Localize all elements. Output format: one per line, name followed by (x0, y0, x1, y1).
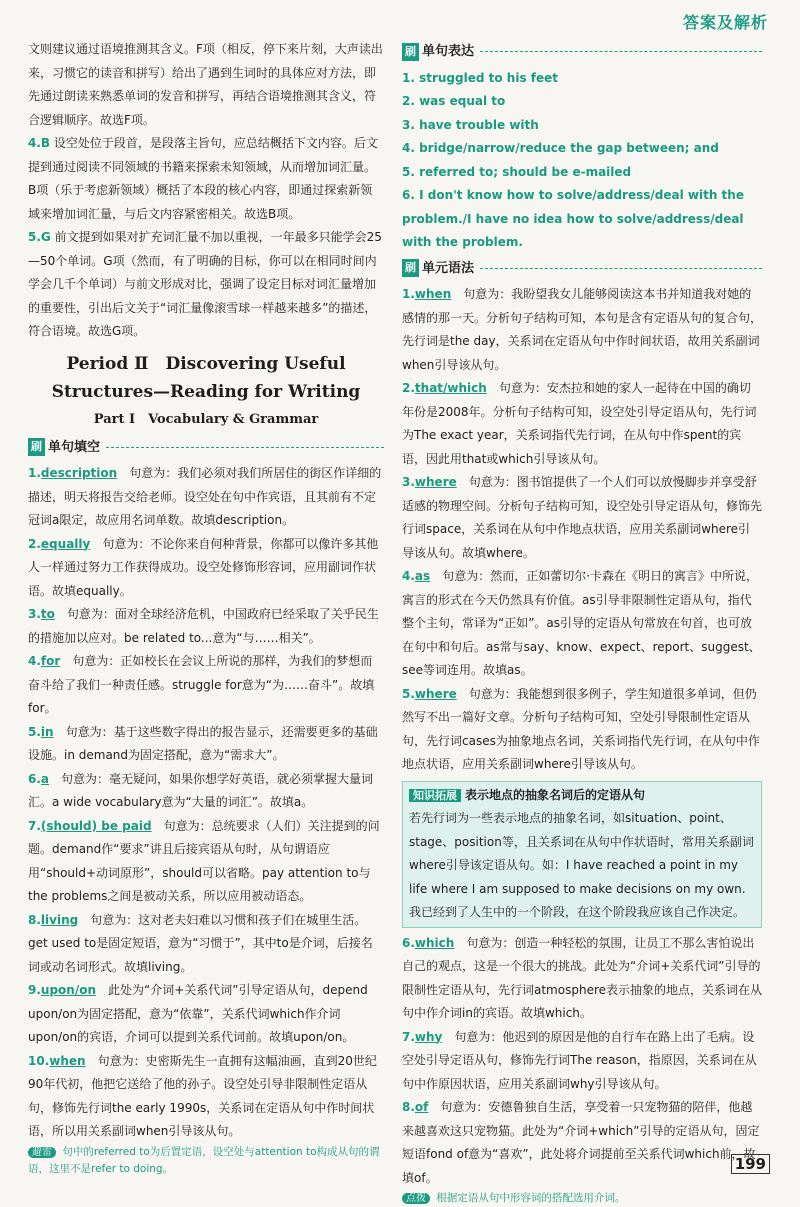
section-header-fill-blank (28, 436, 384, 460)
answer-item (402, 683, 762, 777)
item-explanation: 句意为：这对老夫妇难以习惯和孩子们在城里生活。get used to是固定短语，意为“习惯于”，其中to是介词，后接名词或动名词形式。故填living。 (28, 912, 373, 974)
item-explanation: 句意为：图书馆提供了一个人们可以放慢脚步并享受舒适感的物理空间。分析句子结构可知，设空处引导定语从句，修饰先行词space，关系词在从句中作地点状语，应用关系副词where引导该从句。故填where。 (402, 475, 763, 560)
grammar-list (402, 283, 762, 777)
item-explanation: 句意为：我盼望我女儿能够阅读这本书并知道我对她的感情的那一天。分析句子结构可知，本句是含有定语从句的复合句，先行词是the day，关系词在定语从句中作时间状语，故用关系副词when引导该从句。 (402, 287, 763, 372)
item-number: 3. (28, 607, 41, 621)
item-answer: living (40, 912, 79, 927)
item-answer: when (49, 1053, 86, 1068)
item-number: 5. (28, 724, 41, 739)
answer-item (402, 565, 762, 683)
item-explanation: 句意为：毫无疑问，如果你想学好英语，就必须掌握大量词汇。a wide vocabulary意为“大量的词汇”。故填a。 (28, 771, 374, 809)
item-answer: that/which (414, 381, 487, 395)
expression-answer: 1. struggled to his feet (402, 70, 558, 85)
item-answer: of (414, 1100, 429, 1114)
answer-explanation: 前文提到如果对扩充词汇量不加以重视，一年最多只能学会25—50个单词。G项（然而，有了明确的目标，你可以在相同时间内学会几千个单词）与前文形成对比，强调了设定目标对词汇量增加的重要性，引出后文关于“词汇量像滚雪球一样越来越多”的描述，符合语境。故选G项。 (28, 230, 382, 338)
answer-item (28, 650, 384, 721)
knowledge-extension-box (402, 781, 762, 928)
item-number: 1. (28, 466, 41, 480)
answer-item (402, 471, 762, 565)
item-number: 7. (402, 1029, 415, 1044)
section-tag: 刷 (402, 43, 419, 61)
answer-letter: B (40, 136, 51, 150)
answer-item (28, 815, 384, 909)
answer-item (402, 932, 762, 1026)
item-answer: when (414, 287, 452, 301)
item-number: 4. (402, 569, 415, 583)
note-text: 句中的referred to为后置定语，设空处与attention to构成从句的谓语，这里不是refer to doing。 (28, 1145, 380, 1175)
item-answer: in (40, 724, 54, 739)
item-explanation: 此处为“介词+关系代词”引导定语从句，depend upon/on为固定搭配，意为“依靠”，关系代词which作介词upon/on的宾语，介词可以提到关系代词前。故填upon/on。 (28, 983, 368, 1044)
header-title: 答案及解析 (682, 13, 768, 32)
grammar-list-2 (402, 932, 762, 1191)
item-number: 2. (28, 536, 41, 551)
section-divider (480, 268, 762, 269)
answer-item (402, 283, 762, 377)
section-tag: 刷 (28, 438, 45, 456)
section-tag: 刷 (402, 259, 419, 277)
item-answer: which (414, 935, 455, 950)
extension-text: 若先行词为一些表示地点的抽象名词，如situation、point、stage、position等，且关系词在从句中作状语时，常用关系副词where引导该定语从句。如：I have reached a point in my life where I am supposed to make decisions on my own. 我已经到了人生中的一个阶段，在这个阶段我应该自己作决定。 (409, 811, 754, 919)
item-answer: where (414, 686, 457, 701)
section-header-grammar (402, 257, 762, 281)
item-answer: equally (40, 536, 91, 551)
extension-title: 表示地点的抽象名词后的定语从句 (465, 787, 646, 802)
item-number: 6. (28, 771, 41, 786)
item-number: 8. (28, 912, 41, 927)
answer-item (28, 603, 384, 650)
answer-item (402, 377, 762, 471)
item-explanation: 句意为：我能想到很多例子，学生知道很多单词，但仍然写不出一篇好文章。分析句子结构可知，空处引导限制性定语从句，先行词cases为抽象地点名词，关系词指代先行词，在从句中作地点状语，应用关系副词where引导该从句。 (402, 686, 760, 771)
item-answer: a (40, 771, 50, 786)
page-header (0, 0, 800, 32)
note-tag: 点拨 (402, 1193, 430, 1204)
item-explanation: 句意为：正如校长在会议上所说的那样，为我们的梦想而奋斗给了我们一种责任感。struggle for意为“为……奋斗”。故填for。 (28, 654, 375, 715)
expression-answer: 5. referred to; should be e-mailed (402, 164, 632, 179)
item-explanation: 句意为：我们必须对我们所居住的街区作详细的描述，明天将报告交给老师。设空处在句中作宾语，且其前有不定冠词a限定，故应用名词单数。故填description。 (28, 466, 382, 527)
item-explanation: 句意为：总统要求（人们）关注提到的问题。demand作“要求”讲且后接宾语从句时，从句谓语应用“should+动词原形”，should可以省略。pay attention to与the problems之间是被动关系，所以应用被动语态。 (28, 818, 380, 903)
intro-paragraph: 文则建议通过语境推测其含义。F项（相反，停下来片刻，大声读出来，习惯它的读音和拼写）给出了遇到生词时的具体应对方法，即先通过朗读来熟悉单词的发音和拼写，再结合语境推测其含义，符合逻辑顺序。故选F项。 (28, 42, 383, 127)
answer-item (28, 721, 384, 768)
fill-blank-list (28, 462, 384, 1144)
part-title: Part Ⅰ Vocabulary & Grammar (93, 411, 319, 427)
item-answer: to (40, 607, 55, 621)
item-answer: description (40, 466, 118, 480)
section-header-expression (402, 40, 762, 64)
right-column (402, 38, 762, 1207)
item-number: 5. (402, 686, 415, 701)
section-divider (480, 51, 762, 52)
answer-item (28, 533, 384, 604)
item-number: 7. (28, 818, 41, 833)
item-number: 4. (28, 654, 41, 668)
page-number: 199 (731, 1154, 770, 1174)
item-number: 1. (402, 287, 415, 301)
expression-answer: 4. bridge/narrow/reduce the gap between; and (402, 141, 719, 155)
item-explanation: 句意为：安德鲁独自生活，享受着一只宠物猫的陪伴，他越来越喜欢这只宠物猫。此处为“介词+which”引导的定语从句，固定短语fond of意为“喜欢”，此处将介词提前至关系代词which前，故填of。 (402, 1100, 760, 1185)
reading-answer-5 (28, 226, 384, 344)
answer-item (28, 462, 384, 533)
expression-list (402, 67, 762, 255)
answer-item (402, 1026, 762, 1097)
tip-note (402, 1190, 762, 1207)
item-number: 8. (402, 1100, 415, 1114)
left-column (28, 38, 384, 1177)
item-explanation: 句意为：安杰拉和她的家人一起待在中国的确切年份是2008年。分析句子结构可知，设空处引导定语从句，先行词为The exact year，关系词指代先行词，在从句中作spent的宾语，因此用that或which引导该从句。 (402, 381, 757, 466)
reading-answer-4 (28, 132, 384, 226)
item-explanation: 句意为：创造一种轻松的氛围，让员工不那么害怕说出自己的观点，这是一个很大的挑战。此处为“介词+关系代词”引导的限制性定语从句，先行词atmosphere表示抽象的地点，关系词在从句中作介词in的宾语。故填which。 (402, 935, 763, 1020)
expression-answer: 3. have trouble with (402, 117, 539, 132)
section-title: 单元语法 (422, 260, 475, 276)
item-explanation: 句意为：不论你来自何种背景，你都可以像许多其他人一样通过努力工作获得成功。设空处修饰形容词，应用副词作状语。故填equally。 (28, 536, 379, 598)
answer-letter: G (40, 230, 51, 244)
item-answer: (should) be paid (40, 818, 152, 833)
answer-explanation: 设空处位于段首，是段落主旨句，应总结概括下文内容。后文提到通过阅读不同领域的书籍来探索未知领域，从而增加词汇量。B项（乐于考虑新领域）概括了本段的核心内容，即通过探索新领域来增加词汇量，与后文内容紧密相关。故选B项。 (28, 136, 378, 221)
item-answer: upon/on (40, 983, 97, 997)
period-title: Period Ⅱ Discovering Useful Structures—Reading for Writing (51, 353, 361, 402)
answer-item (402, 1096, 762, 1190)
item-answer: why (414, 1029, 443, 1044)
answer-item (28, 909, 384, 980)
item-explanation: 句意为：然而，正如蕾切尔·卡森在《明日的寓言》中所说，寓言的形式在今天仍然具有价值。as引导非限制性定语从句，指代整个主句，常译为“正如”。as引导的定语从句常放在句首，也可放在句中和句后。as常与say、know、expect、report、suggest、see等词连用。故填as。 (402, 569, 761, 677)
item-answer: as (414, 569, 431, 583)
item-number: 6. (402, 935, 415, 950)
answer-item (28, 768, 384, 815)
answer-item (28, 1050, 384, 1144)
warning-note (28, 1144, 384, 1177)
item-answer: for (40, 654, 61, 668)
answer-item (28, 979, 384, 1050)
item-number: 10. (28, 1053, 50, 1068)
expression-answer: 6. I don't know how to solve/address/deal with the problem./I have no idea how to solve/address/deal with the problem. (402, 188, 744, 249)
item-number: 3. (402, 475, 415, 489)
note-tag: 避雷 (28, 1147, 56, 1158)
item-explanation: 句意为：史密斯先生一直拥有这幅油画，直到20世纪90年代初，他把它送给了他的孙子。设空处引导非限制性定语从句，修饰先行词the early 1990s，关系词在定语从句中作时间状语，所以用关系副词when引导该从句。 (28, 1053, 377, 1138)
extension-tag: 知识拓展 (409, 789, 461, 802)
item-answer: where (414, 475, 457, 489)
item-explanation: 句意为：基于这些数字得出的报告显示，还需要更多的基础设施。in demand为固定搭配，意为“需求大”。 (28, 724, 378, 762)
section-divider (106, 447, 384, 448)
item-explanation: 句意为：他迟到的原因是他的自行车在路上出了毛病。设空处引导定语从句，修饰先行词The reason，指原因，关系词在从句中作原因状语，应用关系副词why引导该从句。 (402, 1029, 757, 1091)
answer-number: 4. (28, 136, 41, 150)
expression-answer: 2. was equal to (402, 94, 506, 108)
item-number: 9. (28, 983, 41, 997)
answer-number: 5. (28, 230, 41, 244)
section-title: 单句填空 (48, 439, 101, 455)
item-explanation: 句意为：面对全球经济危机，中国政府已经采取了关乎民生的措施加以应对。be related to...意为“与……相关”。 (28, 607, 379, 645)
item-number: 2. (402, 381, 415, 395)
section-title: 单句表达 (422, 44, 475, 59)
note-text: 根据定语从句中形容词的搭配选用介词。 (436, 1192, 626, 1204)
